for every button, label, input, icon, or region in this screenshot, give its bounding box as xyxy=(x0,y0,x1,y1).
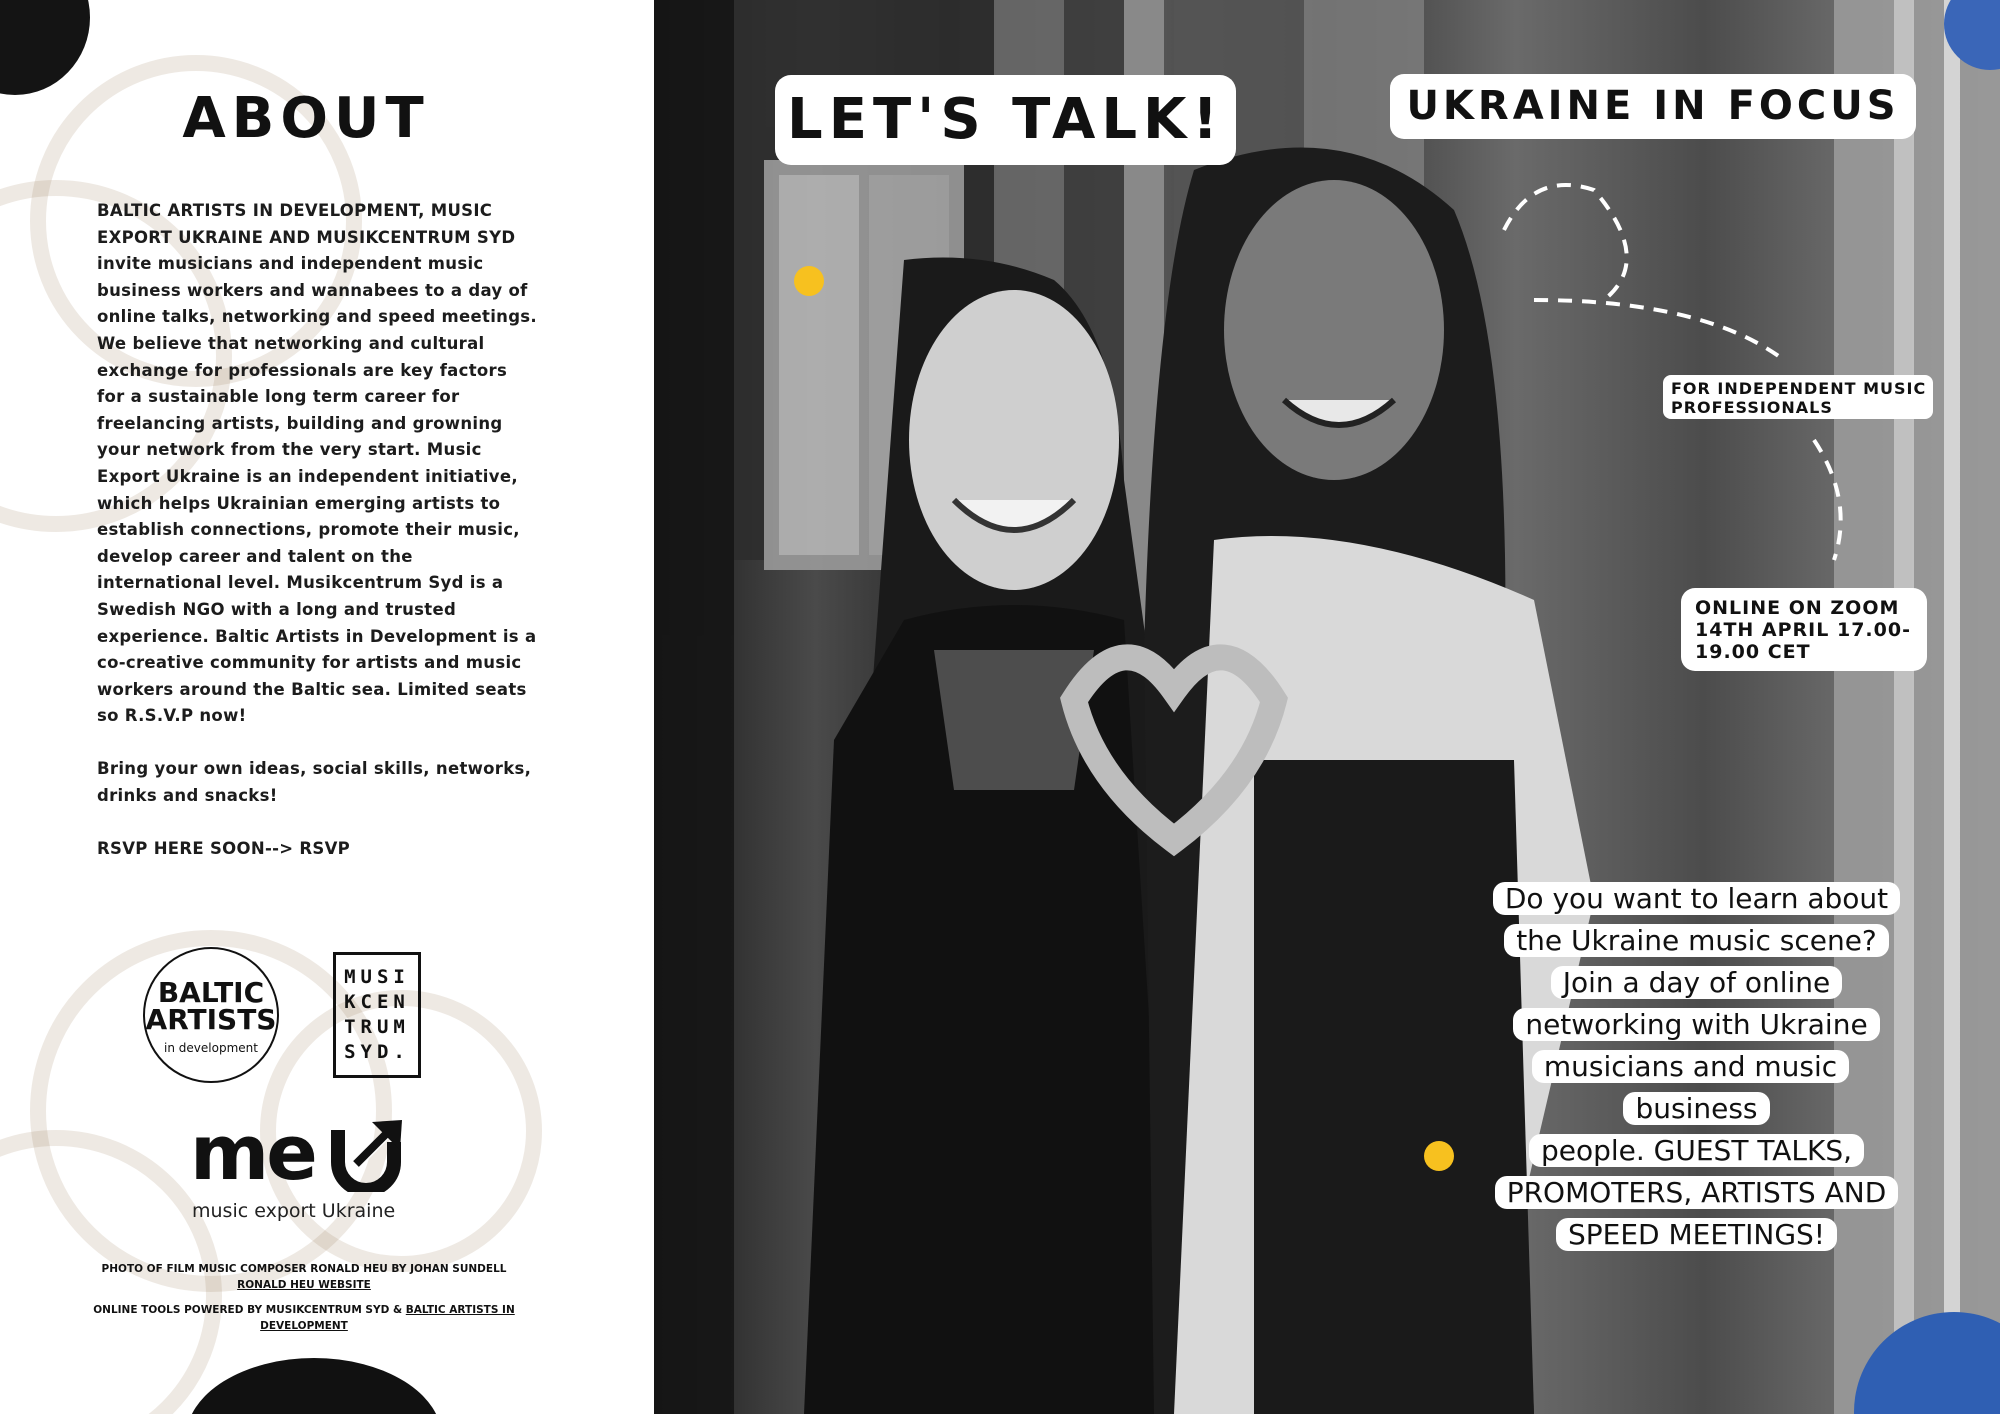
callout-text: Join a day of online xyxy=(1551,966,1843,999)
baltic-logo-line: ARTISTS xyxy=(145,1003,277,1036)
callout-text: musicians and music business xyxy=(1532,1050,1849,1125)
callout-line xyxy=(1478,1004,1915,1046)
callout-line xyxy=(1478,1130,1915,1172)
musik-logo-line: TRUM xyxy=(344,1016,410,1038)
callout-text: people. GUEST TALKS, xyxy=(1529,1134,1864,1167)
ronald-heu-website-link[interactable]: RONALD HEU WEBSITE xyxy=(237,1279,371,1291)
photo-credit xyxy=(82,1261,526,1293)
yellow-dot-decoration xyxy=(1424,1141,1454,1171)
arrow-u-icon xyxy=(328,1112,408,1192)
about-paragraph: Bring your own ideas, social skills, networks, drinks and snacks! xyxy=(97,759,532,806)
dashed-annotation xyxy=(1504,185,1841,560)
lets-talk-headline: LET'S TALK! xyxy=(775,75,1236,165)
baltic-logo-line: BALTIC xyxy=(157,976,265,1009)
baltic-artists-logo xyxy=(143,947,279,1083)
musik-logo-line: MUSI xyxy=(344,966,410,988)
callout-text: SPEED MEETINGS! xyxy=(1556,1218,1837,1251)
black-blob-decoration xyxy=(186,1358,442,1414)
event-detail-line: 19.00 CET xyxy=(1695,641,1811,663)
baltic-logo-tagline: in development xyxy=(164,1041,258,1055)
audience-tag: FOR INDEPENDENT MUSIC PROFESSIONALS xyxy=(1663,375,1933,419)
tools-credit xyxy=(82,1302,526,1334)
callout-line xyxy=(1478,920,1915,962)
meu-wordmark: me xyxy=(190,1108,315,1197)
about-panel xyxy=(0,0,654,1414)
callout-line xyxy=(1478,962,1915,1004)
music-export-ukraine-logo xyxy=(190,1108,430,1224)
black-blob-decoration xyxy=(0,0,90,95)
event-details-tag xyxy=(1681,588,1927,671)
invitation-callout xyxy=(1478,878,1915,1251)
callout-text: Do you want to learn about xyxy=(1493,882,1900,915)
callout-line xyxy=(1478,1172,1915,1214)
musik-logo-line: KCEN xyxy=(344,991,410,1013)
rsvp-link[interactable]: RSVP HERE SOON--> RSVP xyxy=(97,839,351,859)
callout-line xyxy=(1478,1214,1915,1256)
photo-credit-text: PHOTO OF FILM MUSIC COMPOSER RONALD HEU BY JOHAN SUNDELL xyxy=(101,1263,507,1275)
meu-subtitle: music export Ukraine xyxy=(192,1200,396,1222)
about-paragraph: BALTIC ARTISTS IN DEVELOPMENT, MUSIC EXPORT UKRAINE AND MUSIKCENTRUM SYD invite musicians and independent music business workers and wannabees to a day of online talks, networking and speed meetings. We believe that networking and cultural exchange for professionals are key factors for a sustainable long term career for freelancing artists, building and growning your network from the very start. Music Export Ukraine is an independent initiative, which helps Ukrainian emerging artists to establish connections, promote their music, develop career and talent on the international level. Musikcentrum Syd is a Swedish NGO with a long and trusted experience. Baltic Artists in Development is a co-creative community for artists and music workers around the Baltic sea. Limited seats so R.S.V.P now! xyxy=(97,201,537,726)
callout-text: the Ukraine music scene? xyxy=(1504,924,1889,957)
ukraine-in-focus-heading: UKRAINE IN FOCUS xyxy=(1390,74,1916,139)
musikcentrum-syd-logo xyxy=(333,952,421,1078)
event-detail-line: ONLINE ON ZOOM xyxy=(1695,597,1900,619)
about-body xyxy=(97,198,539,889)
callout-line xyxy=(1478,878,1915,920)
callout-text: networking with Ukraine xyxy=(1513,1008,1879,1041)
baltic-artists-link[interactable]: BALTIC ARTISTS IN DEVELOPMENT xyxy=(260,1304,515,1332)
yellow-dot-decoration xyxy=(794,266,824,296)
event-detail-line: 14TH APRIL 17.00- xyxy=(1695,619,1911,641)
tools-credit-text: ONLINE TOOLS POWERED BY MUSIKCENTRUM SYD & xyxy=(93,1304,406,1316)
about-title: ABOUT xyxy=(182,86,430,151)
callout-line xyxy=(1478,1046,1915,1130)
musik-logo-line: SYD. xyxy=(344,1041,410,1063)
callout-text: PROMOTERS, ARTISTS AND xyxy=(1495,1176,1899,1209)
